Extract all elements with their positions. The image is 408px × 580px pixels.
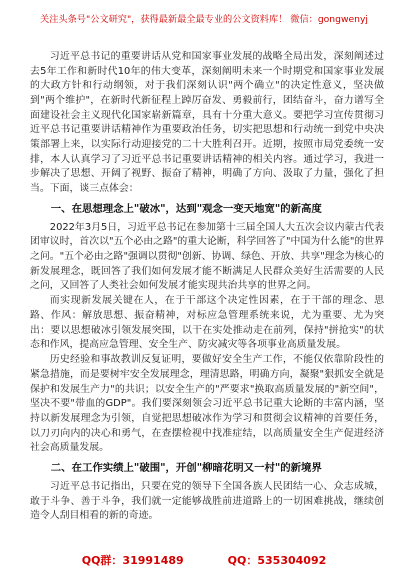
- section1-paragraph-1: 2022年3月5日，习近平总书记在参加第十三届全国人大五次会议内蒙古代表团审议时，首次以"五个必由之路"的重大论断，科学回答了"中国为什么能"的世界之问。"五个必由之路"强调以贯彻"创新、协调、绿色、开放、共享"理念为核心的新发展理念，既回答了我们如何发展才能不断满足人民群众美好生活需要的人民之问，又回答了人类社会如何发展才能实现共治共享的世界之问。: [30, 221, 384, 292]
- section-heading-1: 一、在思想理念上"破冰"，达到"观念一变天地宽"的新高度: [50, 202, 322, 215]
- document-body: [30, 50, 384, 524]
- footer-qq-group: QQ群：31991489: [81, 554, 184, 567]
- header-notice: 关注头条号"公文研究"，获得最新最全最专业的公文资料库！ 微信：gongwenyj: [40, 14, 368, 25]
- header-notice-bar: [0, 0, 408, 40]
- footer-contacts: [0, 553, 408, 569]
- section1-paragraph-2: 而实现新发展关键在人，在于干部这个决定性因素，在于干部的理念、思路、作风：解放思想、振奋精神，对标应急管理系统来说，尤为重要、尤为突出：要以思想破冰引领发展突围，以干在实处推动走在前列，保持"拼抢实"的状态和作风，提高应急管理、安全生产、防灾减灾等各项事业高质量发展。: [30, 295, 384, 351]
- section2-paragraph-1: 习近平总书记指出，只要在党的领导下全国各族人民团结一心、众志成城，敢于斗争、善于斗争，我们就一定能够战胜前进道路上的一切困难挑战，继续创造令人刮目相看的新的奇迹。: [30, 480, 384, 522]
- intro-paragraph: 习近平总书记的重要讲话从党和国家事业发展的战略全局出发，深刻阐述过去5年工作和新时代10年的伟大变革，深刻阐明未来一个时期党和国家事业发展的大政方针和行动纲领，对于我们深刻认识"两个确立"的决定性意义，坚决做到"两个维护"，在新时代新征程上踔厉奋发、勇毅前行，团结奋斗，奋力谱写全面建设社会主义现代化国家崭新篇章，具有十分重大意义。要把学习宣传贯彻习近平总书记重要讲话精神作为重要政治任务，切实把思想和行动统一到党中央决策部署上来，以实际行动迎接党的二十大胜利召开。近期，按照市局党委统一安排，本人认真学习了习近平总书记重要讲话精神的相关内容。通过学习，我进一步解决了思想、开阔了视野、振奋了精神，明确了方向、汲取了力量，强化了担当。下面，谈三点体会：: [30, 51, 384, 194]
- footer-qq-number: QQ：535304092: [227, 554, 327, 567]
- section1-paragraph-3: 历史经验和事故教训反复证明，要做好安全生产工作，不能仅依靠阶段性的紧急措施，而是要树牢安全发展理念，理清思路，明确方向，凝聚"狠抓安全就是保护和发展生产力"的共识；以安全生产的"严要求"换取高质量发展的"新空间"，坚决不要"带血的GDP"。我们要深刻领会习近平总书记重大论断的丰富内涵，坚持以新发展理念为引领，自觉把思想破冰作为学习和贯彻会议精神的首要任务，以刀刃向内的决心和勇气，在查摆检视中找准症结，以高质量安全生产促进经济社会高质量发展。: [30, 354, 384, 454]
- section-heading-2: 二、在工作实绩上"破围"，开创"柳暗花明又一村"的新境界: [50, 461, 322, 474]
